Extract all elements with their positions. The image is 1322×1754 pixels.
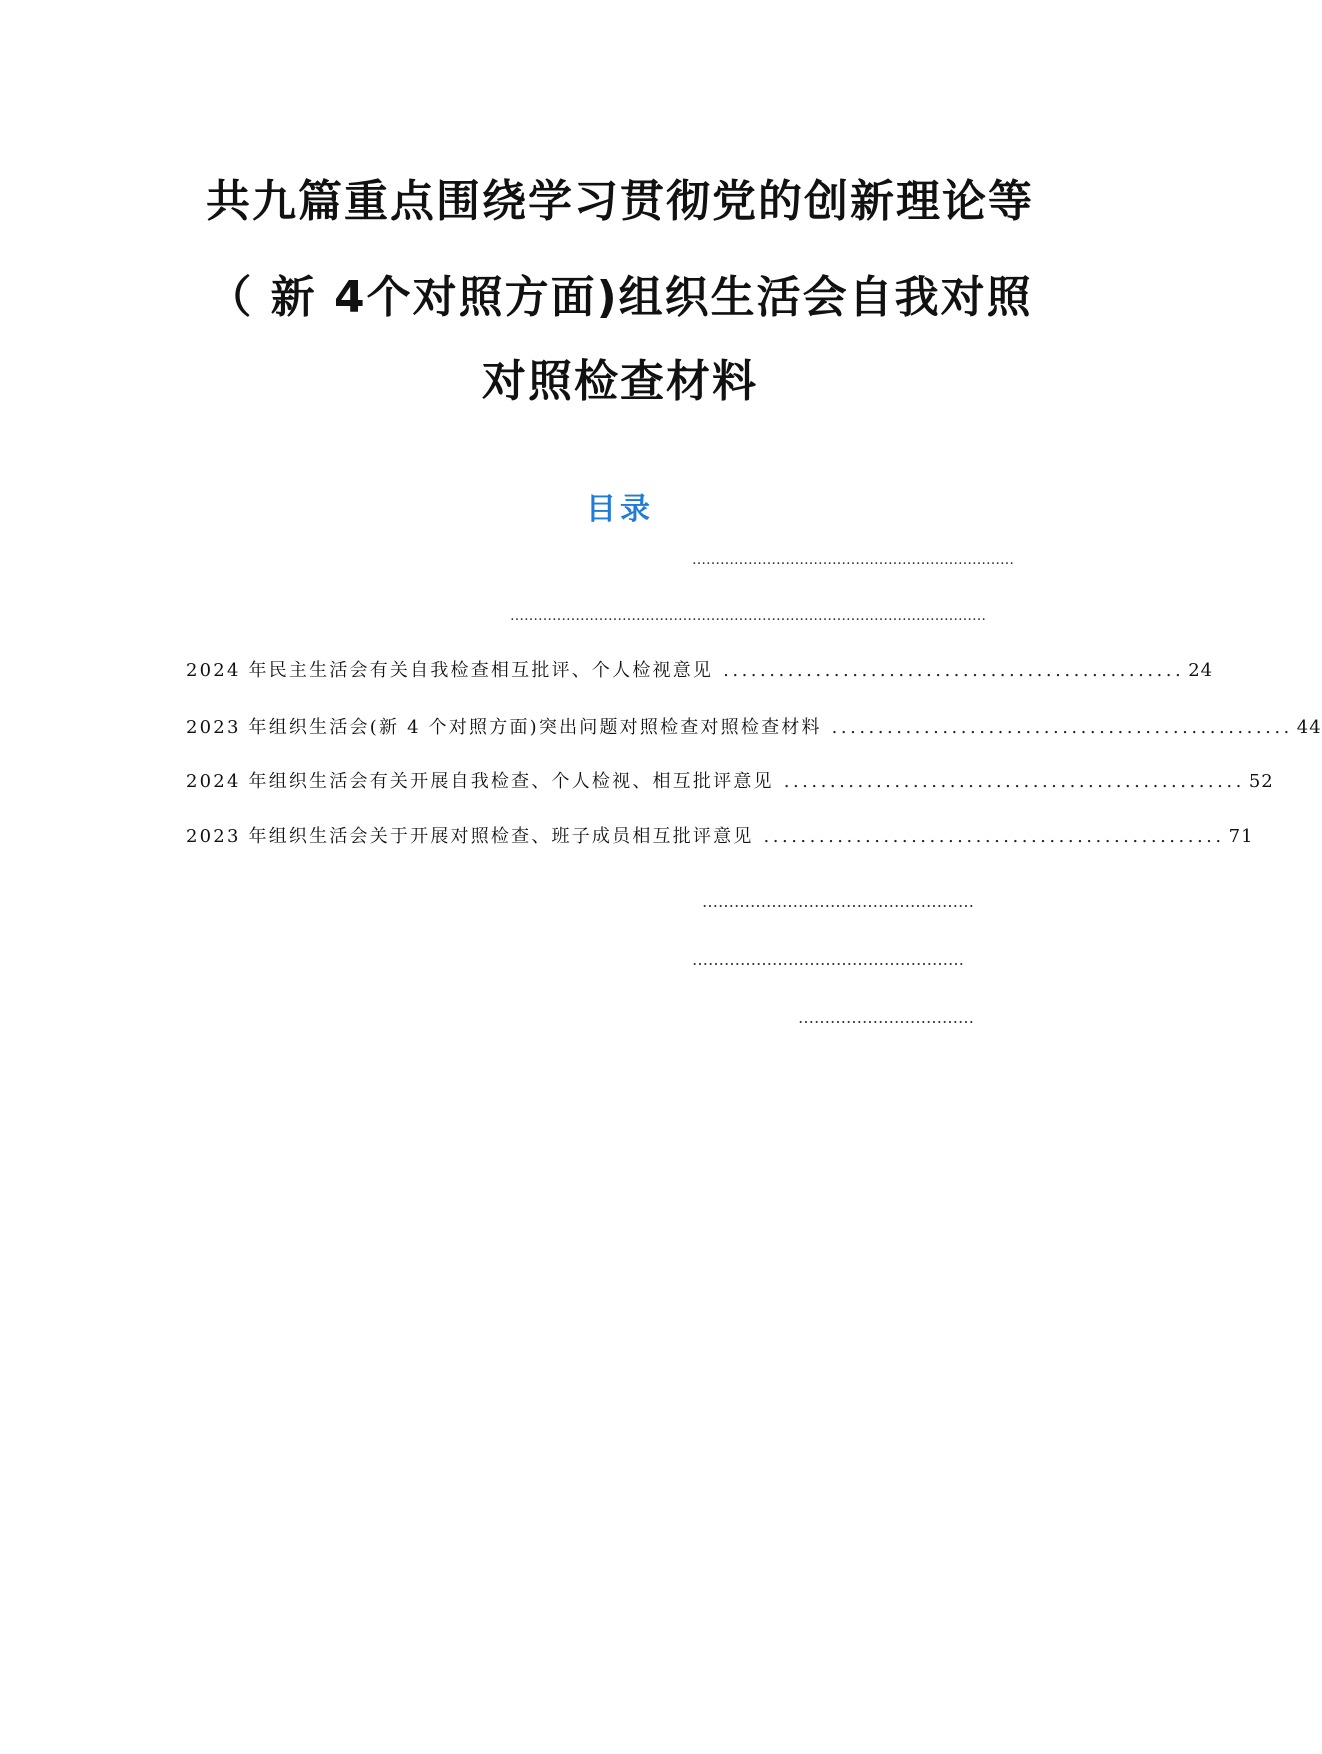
toc-entry-page-number: 71 xyxy=(1228,826,1254,847)
toc-entry[interactable] xyxy=(186,823,1254,851)
toc-entry[interactable] xyxy=(186,657,1214,685)
toc-entry-leader: .................................................. xyxy=(763,826,1225,847)
toc-entry-page-number: 44 xyxy=(1296,717,1322,738)
toc-entry[interactable] xyxy=(186,768,1274,796)
toc-entry-leader: .................................................. xyxy=(723,660,1185,681)
toc-entry-title: 2023 年组织生活会关于开展对照检查、班子成员相互批评意见 xyxy=(186,826,754,847)
document-title-line-2: （ 新 4个对照方面)组织生活会自我对照 xyxy=(207,272,1033,323)
toc-entry-leader: .................................................. xyxy=(783,771,1245,792)
toc-heading: 目录 xyxy=(586,492,654,527)
document-title-line-1: 共九篇重点围绕学习贯彻党的创新理论等 xyxy=(206,176,1034,227)
toc-dot-leader: ………………………………………………………………………………………… xyxy=(510,608,986,624)
toc-dot-leader: …………………………………………………………… xyxy=(692,552,1014,568)
toc-entry-page-number: 52 xyxy=(1248,771,1274,792)
toc-entry-page-number: 24 xyxy=(1188,660,1214,681)
toc-entry-title: 2024 年组织生活会有关开展自我检查、个人检视、相互批评意见 xyxy=(186,771,774,792)
toc-entry-title: 2023 年组织生活会(新 4 个对照方面)突出问题对照检查对照检查材料 xyxy=(186,717,822,738)
toc-entry-leader: .................................................. xyxy=(831,717,1293,738)
toc-entry-title: 2024 年民主生活会有关自我检查相互批评、个人检视意见 xyxy=(186,660,714,681)
toc-dot-leader: …………………………… xyxy=(798,1008,974,1027)
document-title-line-3: 对照检查材料 xyxy=(482,356,758,407)
toc-entry[interactable] xyxy=(186,714,1322,742)
toc-dot-leader: …………………………………………… xyxy=(702,892,974,911)
toc-dot-leader: …………………………………………… xyxy=(692,950,964,969)
